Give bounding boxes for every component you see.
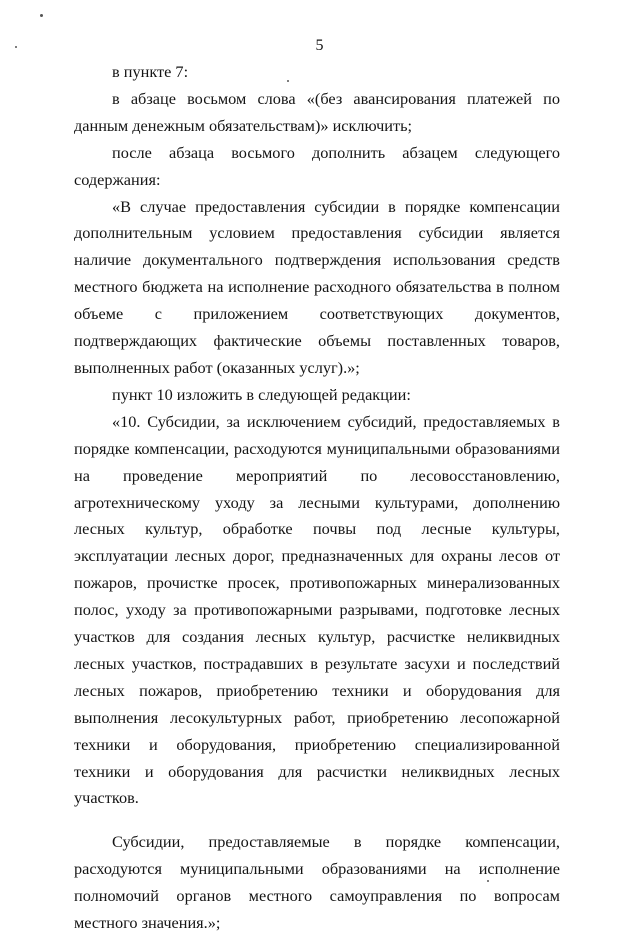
page-number: 5 bbox=[315, 37, 324, 54]
paragraph-point-10-text: «10. Субсидии, за исключением субсидий, предоставляемых в порядке компенсации, расходуются муниципальными образованиями на проведение мероприятий по лесовосстановлению, агротехническому уходу за лесными культурами, дополнению лесных культур, обработке почвы под лесные культуры, эксплуатации лесных дорог, предназначенных для охраны лесов от пожаров, прочистке просек, противопожарных минерализованных полос, уходу за противопожарными разрывами, подготовке лесных участков для создания лесных культур, расчистке неликвидных лесных участков, пострадавших в результате засухи и последствий лесных пожаров, приобретению техники и оборудования для выполнения лесокультурных работ, приобретению лесопожарной техники и оборудования, приобретению специализированной техники и оборудования для расчистки неликвидных лесных участков. bbox=[74, 411, 560, 808]
paragraph-point-10-intro: пункт 10 изложить в следующей редакции: bbox=[112, 384, 411, 404]
scan-speck bbox=[40, 14, 43, 17]
paragraph-abzac-8-exclude: в абзаце восьмом слова «(без авансирования платежей по данным денежным обязательствам)» исключить; bbox=[74, 88, 560, 135]
paragraph-after-abzac-8: после абзаца восьмого дополнить абзацем следующего содержания: bbox=[74, 142, 560, 189]
paragraph-compensation-condition: «В случае предоставления субсидии в порядке компенсации дополнительным условием предоставления субсидии является наличие документального подтверждения использования средств местного бюджета на исполнение расходного обязательства в полном объеме с приложением соответствующих документов, подтверждающих фактические объемы поставленных товаров, выполненных работ (оказанных услуг).»; bbox=[74, 196, 560, 377]
document-body bbox=[74, 59, 560, 937]
paragraph-point-7: в пункте 7: bbox=[112, 62, 189, 81]
paragraph-compensation-subsidies: Субсидии, предоставляемые в порядке компенсации, расходуются муниципальными образованиями на исполнение полномочий органов местного самоуправления по вопросам местного значения.»; bbox=[74, 832, 560, 933]
